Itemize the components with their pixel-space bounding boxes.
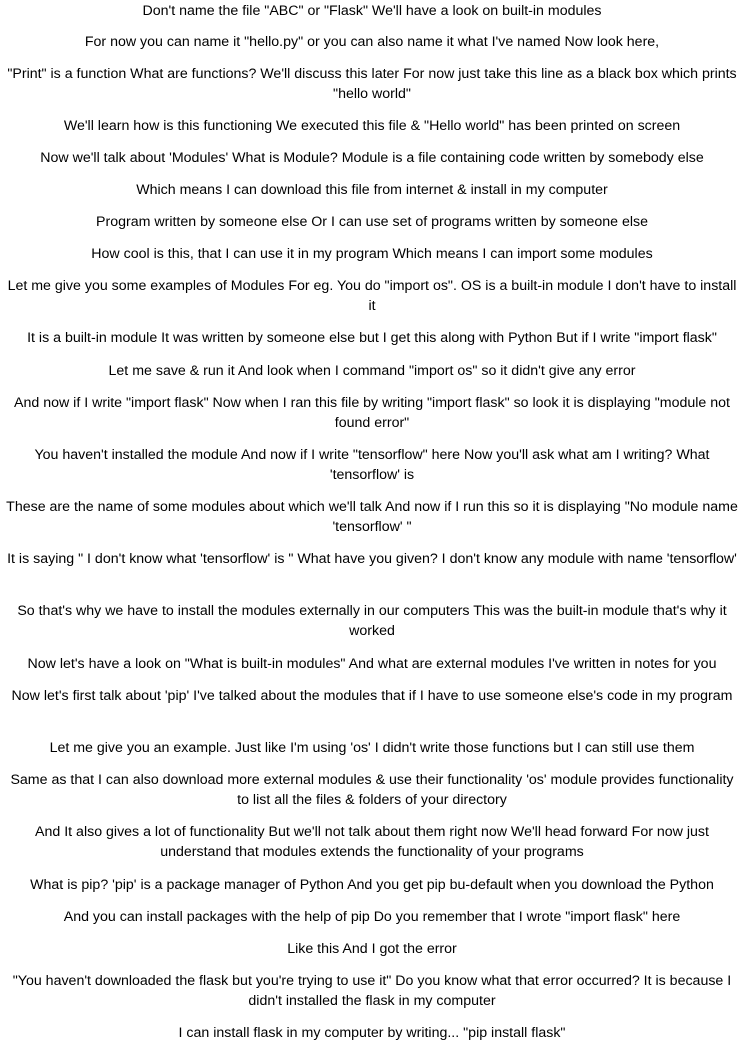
transcript-paragraph: "You haven't downloaded the flask but you're trying to use it" Do you know what that error occurred? It is because I didn't installed the flask in my computer — [12, 973, 732, 1009]
transcript-paragraph: Now let's first talk about 'pip' I've talked about the modules that if I have to use someone else's code in my program — [11, 688, 733, 704]
transcript-paragraph: We'll learn how is this functioning We executed this file & "Hello world" has been printed on screen — [63, 118, 681, 134]
transcript-paragraph: Let me save & run it And look when I command "import os" so it didn't give any error — [108, 363, 636, 379]
transcript-paragraph: For now you can name it "hello.py" or you can also name it what I've named Now look here, — [84, 34, 660, 50]
transcript-paragraph: So that's why we have to install the modules externally in our computers This was the built-in module that's why it worked — [17, 603, 727, 639]
transcript-paragraph: These are the name of some modules about which we'll talk And now if I run this so it is displaying "No module name 'tensorflow' " — [6, 499, 738, 535]
transcript-paragraph: Let me give you an example. Just like I'm using 'os' I didn't write those functions but I can still use them — [49, 740, 695, 756]
transcript-paragraph: And It also gives a lot of functionality But we'll not talk about them right now We'll head forward For now just understand that modules extends the functionality of your programs — [35, 824, 709, 860]
transcript-paragraph: You haven't installed the module And now if I write "tensorflow" here Now you'll ask what am I writing? What 'tensorflow' is — [34, 447, 710, 483]
transcript-paragraph: What is pip? 'pip' is a package manager of Python And you get pip bu-default when you download the Python — [30, 877, 714, 893]
transcript-paragraph: Don't name the file "ABC" or "Flask" We'll have a look on built-in modules — [142, 3, 602, 19]
transcript-paragraph: How cool is this, that I can use it in my program Which means I can import some modules — [91, 246, 653, 262]
transcript-paragraph: Same as that I can also download more external modules & use their functionality 'os' module provides functionality to list all the files & folders of your directory — [10, 772, 734, 808]
transcript-paragraph: Let me give you some examples of Modules For eg. You do "import os". OS is a built-in module I don't have to install it — [7, 278, 737, 314]
transcript-paragraph: Program written by someone else Or I can use set of programs written by someone else — [96, 214, 648, 230]
transcript-paragraph: "Print" is a function What are functions? We'll discuss this later For now just take this line as a black box which prints "hello world" — [7, 66, 737, 102]
transcript-paragraph: Like this And I got the error — [287, 941, 457, 957]
transcript-paragraph: It is saying " I don't know what 'tensorflow' is " What have you given? I don't know any module with name 'tensorflow' — [7, 551, 737, 567]
transcript-paragraph: Now let's have a look on "What is built-in modules" And what are external modules I've written in notes for you — [27, 656, 717, 672]
transcript-paragraph: Which means I can download this file from internet & install in my computer — [136, 182, 608, 198]
transcript-paragraph: I can install flask in my computer by writing... "pip install flask" — [178, 1025, 566, 1041]
transcript-paragraph: And now if I write "import flask" Now when I ran this file by writing "import flask" so look it is displaying "module not found error" — [14, 395, 730, 431]
transcript-paragraph: It is a built-in module It was written by someone else but I get this along with Python But if I write "import flask" — [27, 330, 717, 346]
transcript-paragraph: And you can install packages with the help of pip Do you remember that I wrote "import flask" here — [63, 909, 681, 925]
transcript-paragraph: Now we'll talk about 'Modules' What is Module? Module is a file containing code written by somebody else — [40, 150, 704, 166]
